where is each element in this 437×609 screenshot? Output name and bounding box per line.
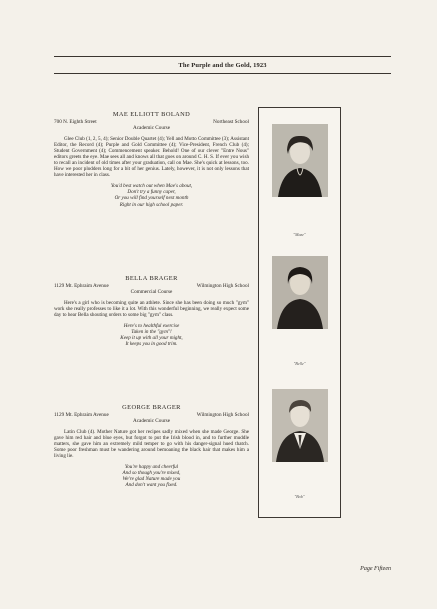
portrait-photo <box>272 256 328 329</box>
entry-bella-brager <box>54 276 249 347</box>
student-poem <box>54 464 249 488</box>
student-bio: Glee Club (1, 2, 5, 4); Senior Double Quartet (4); Yell and Motto Committee (3); Assistant Editor, the Record (4); Purple and Gold Committee (4); Vice-President, French Club (4); Student Government (4); Commencement speaker. Behold! One of our clever "Entre Nous" editors greets the eye. Mae sees all and knows all that goes on around C. H. S. If ever you wish to recall an incident of old times after your graduation, call on Mae. She's quick at lessons, too. How we poor plodders long for a bit of her genius. Lately, however, it is not only lessons that have interested her in class. <box>54 135 249 179</box>
student-poem <box>54 183 249 207</box>
student-address: 1129 Mt. Ephraim Avenue <box>54 283 109 290</box>
student-name: MAE ELLIOTT BOLAND <box>112 111 191 118</box>
previous-school: Wilmington High School <box>196 283 249 290</box>
course-name: Commercial Course <box>130 289 173 296</box>
student-address: 700 N. Eighth Street <box>54 119 97 126</box>
poem-line: You'd best watch out when Mae's about, <box>110 183 193 190</box>
portrait-caption: "Belle" <box>293 361 306 366</box>
portrait-image <box>272 389 328 462</box>
course-name: Academic Course <box>132 418 171 425</box>
poem-line: Don't try a funny caper, <box>127 189 176 196</box>
page-header: The Purple and the Gold, 1923 <box>178 62 267 69</box>
header-rule <box>54 73 391 74</box>
portrait-photo <box>272 124 328 197</box>
previous-school: Wilmington High School <box>196 412 249 419</box>
poem-line: And don't want you fixed. <box>125 482 178 489</box>
portrait-boland <box>259 108 340 242</box>
portrait-image <box>272 124 328 197</box>
poem-line: Taken in the "gym"! <box>131 328 172 335</box>
top-rule <box>54 56 391 57</box>
student-name: BELLA BRAGER <box>125 275 178 282</box>
poem-line: Keep it up with all your might, <box>120 335 183 342</box>
student-bio: Latin Club (4). Mother Nature got her recipes sadly mixed when she made George. She gave him red hair and blue eyes, but forgot to put the Irish blood in, and to further muddle matters, she gave him an extremely mild temper to go with his danger-signal hued thatch. Some poor freshman must be wandering around bemoaning the black hair that makes him a living lie. <box>54 428 249 459</box>
poem-line: Here's to healthful exercise <box>123 322 180 329</box>
portrait-george <box>259 383 340 517</box>
portrait-bella <box>259 246 340 380</box>
poem-line: Right in our high school paper. <box>119 201 184 208</box>
poem-line: It keeps you in good trim. <box>125 341 178 348</box>
student-bio: Here's a girl who is becoming quite an athlete. Since she has been doing so much "gym" work she really professes to like it a lot. With this wonderful beginning, we really expect some day to hear Bella shouting orders to some big "gym" class. <box>54 299 249 318</box>
student-poem <box>54 323 249 347</box>
portrait-image <box>272 256 328 329</box>
poem-line: We're glad Nature made you <box>122 476 181 483</box>
entry-george-brager <box>54 405 249 488</box>
photo-column <box>258 107 341 518</box>
entry-boland <box>54 112 249 208</box>
student-name: GEORGE BRAGER <box>122 404 181 411</box>
portrait-photo <box>272 389 328 462</box>
poem-line: You're happy and cheerful <box>124 464 179 471</box>
portrait-caption: "Bob" <box>294 494 305 499</box>
page-number: Page Fifteen <box>360 566 391 572</box>
course-name: Academic Course <box>132 125 171 132</box>
previous-school: Northeast School <box>213 119 249 126</box>
poem-line: Or you will find yourself next month <box>114 195 189 202</box>
portrait-caption: "Maze" <box>293 232 306 237</box>
poem-line: And so though you're mixed, <box>122 470 181 477</box>
student-address: 1129 Mt. Ephraim Avenue <box>54 412 109 419</box>
